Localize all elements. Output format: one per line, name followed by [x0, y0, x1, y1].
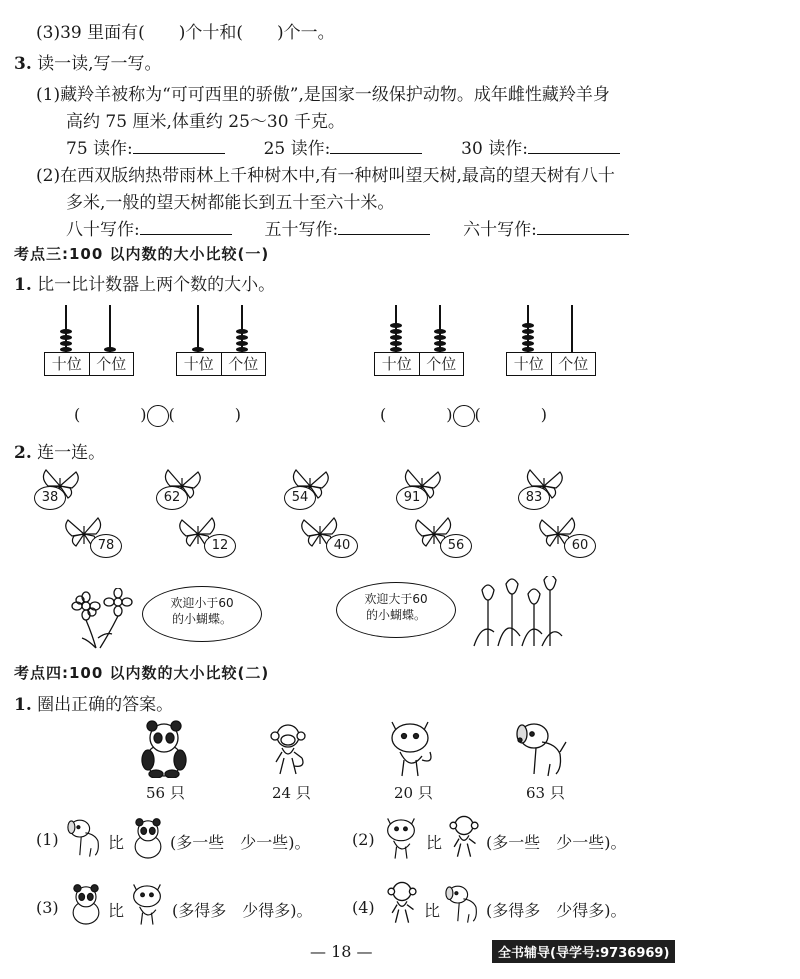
tens-label: 十位	[51, 355, 82, 373]
tens-label: 十位	[183, 355, 214, 373]
ones-label: 个位	[89, 353, 134, 375]
cat-count: 20 只	[394, 784, 433, 802]
abacus-bead	[434, 341, 446, 346]
abacus-base	[44, 352, 134, 376]
tens-rod	[197, 305, 199, 353]
compare-circle-1[interactable]	[147, 405, 169, 427]
k4q1-header	[14, 690, 173, 715]
answer-blank-2[interactable]	[175, 402, 235, 420]
abacus-bead	[236, 347, 248, 352]
paren-right: )	[140, 405, 147, 424]
q3-header	[14, 49, 162, 74]
panda-icon	[128, 816, 168, 860]
abacus-bead	[236, 329, 248, 334]
q3-read-row	[66, 134, 620, 159]
abacus-bead	[390, 329, 402, 334]
bi-text: 比	[108, 901, 125, 920]
k4q1-sub1-options[interactable]: (多一些 少一些)。	[170, 833, 311, 852]
monkey-icon	[268, 722, 308, 778]
q3-write-row	[66, 215, 629, 240]
abacus-bead	[390, 335, 402, 340]
dog-icon	[64, 816, 104, 858]
monkey-icon	[446, 814, 482, 860]
answer-blank-4[interactable]	[481, 402, 541, 420]
paren-left: (	[168, 405, 175, 424]
abacus-3	[374, 306, 464, 376]
cat-icon	[126, 880, 168, 926]
paren-left: (	[380, 405, 387, 424]
speech-bubble-less-than-60	[142, 586, 262, 642]
read-30-blank[interactable]	[528, 135, 620, 154]
abacus-bead	[522, 341, 534, 346]
write-50-blank[interactable]	[338, 216, 430, 235]
abacus-bead	[522, 329, 534, 334]
cat-icon	[382, 716, 438, 778]
abacus-bead	[104, 347, 116, 352]
read-75-label: 75 读作:	[66, 139, 133, 159]
dog-count: 63 只	[526, 784, 565, 802]
bi-text: 比	[426, 833, 443, 852]
q3-title: 读一读,写一写。	[37, 54, 162, 74]
k4q1-sub3-label: (3)	[36, 898, 59, 917]
panda-icon	[66, 882, 106, 926]
cat-icon	[380, 814, 422, 860]
butterfly-number[interactable]: 60	[564, 534, 596, 558]
bi-text: 比	[424, 901, 441, 920]
abacus-base	[506, 352, 596, 376]
q2-item3: (3)39 里面有( )个十和( )个一。	[36, 23, 335, 43]
k4q1-sub3-options[interactable]: (多得多 少得多)。	[172, 901, 313, 920]
write-50-label: 五十写作:	[264, 220, 339, 240]
write-80-label: 八十写作:	[66, 220, 140, 240]
read-30-label: 30 读作:	[461, 139, 528, 159]
tens-label: 十位	[513, 355, 544, 373]
k3q2-header	[14, 438, 105, 463]
ones-rod	[109, 305, 111, 353]
write-80-blank[interactable]	[140, 216, 232, 235]
butterfly-number[interactable]: 78	[90, 534, 122, 558]
panda-icon	[136, 718, 192, 778]
butterfly-number[interactable]: 38	[34, 486, 66, 510]
abacus-base	[374, 352, 464, 376]
ones-rod	[571, 305, 573, 353]
paren-right: )	[540, 405, 547, 424]
abacus-2	[176, 306, 266, 376]
k4q1-sub4-options[interactable]: (多得多 少得多)。	[486, 901, 627, 920]
page-number: — 18 —	[310, 942, 373, 961]
k4q1-title: 圈出正确的答案。	[37, 695, 174, 715]
abacus-bead	[60, 347, 72, 352]
k4q1-sub4-label: (4)	[352, 898, 375, 917]
monkey-count: 24 只	[272, 784, 311, 802]
k3q2-number: 2.	[14, 443, 32, 463]
write-60-label: 六十写作:	[463, 220, 537, 240]
bi-text: 比	[108, 833, 125, 852]
k3q1-title: 比一比计数器上两个数的大小。	[37, 275, 276, 295]
butterfly-number[interactable]: 56	[440, 534, 472, 558]
daisy-flowers-icon	[66, 588, 142, 650]
abacus-bead	[390, 347, 402, 352]
butterfly-number[interactable]: 54	[284, 486, 316, 510]
abacus-bead	[390, 341, 402, 346]
abacus-bead	[60, 335, 72, 340]
butterfly-number[interactable]: 91	[396, 486, 428, 510]
answer-blank-3[interactable]	[386, 402, 446, 420]
k3q2-title: 连一连。	[37, 443, 106, 463]
speech-bubble-greater-than-60	[336, 582, 456, 638]
abacus-bead	[522, 323, 534, 328]
compare-row-1	[74, 402, 241, 427]
k4q1-sub1-label: (1)	[36, 830, 59, 849]
q3-p1-line1: (1)藏羚羊被称为“可可西里的骄傲”,是国家一级保护动物。成年雌性藏羚羊身	[36, 85, 610, 105]
monkey-icon	[384, 880, 420, 926]
k4q1-sub2-label: (2)	[352, 830, 375, 849]
butterfly-number[interactable]: 83	[518, 486, 550, 510]
butterfly-number[interactable]: 62	[156, 486, 188, 510]
abacus-bead	[236, 341, 248, 346]
dog-icon	[512, 718, 568, 778]
abacus-bead	[434, 335, 446, 340]
q3-number: 3.	[14, 54, 32, 74]
abacus-bead	[434, 347, 446, 352]
abacus-bead	[192, 347, 204, 352]
write-60-blank[interactable]	[537, 216, 629, 235]
k3q1-number: 1.	[14, 275, 32, 295]
paren-right: )	[446, 405, 453, 424]
bubble-right-line2: 的小蝴蝶。	[365, 608, 426, 622]
paren-left: (	[474, 405, 481, 424]
abacus-4	[506, 306, 596, 376]
tulip-flowers-icon	[472, 576, 564, 648]
answer-blank-1[interactable]	[80, 402, 140, 420]
abacus-bead	[434, 329, 446, 334]
paren-right: )	[234, 405, 241, 424]
abacus-bead	[522, 347, 534, 352]
compare-row-2	[380, 402, 547, 427]
dog-icon	[442, 882, 482, 924]
abacus-bead	[390, 323, 402, 328]
ones-label: 个位	[221, 353, 266, 375]
read-75-blank[interactable]	[133, 135, 225, 154]
bubble-right-line1: 欢迎大于60	[364, 592, 428, 606]
panda-count: 56 只	[146, 784, 185, 802]
ones-label: 个位	[419, 353, 464, 375]
paren-left: (	[74, 405, 81, 424]
k3q1-header	[14, 270, 275, 295]
abacus-bead	[522, 335, 534, 340]
k4q1-sub2-options[interactable]: (多一些 少一些)。	[486, 833, 627, 852]
read-25-blank[interactable]	[330, 135, 422, 154]
abacus-bead	[236, 335, 248, 340]
ones-label: 个位	[551, 353, 596, 375]
bubble-left-line1: 欢迎小于60	[170, 596, 234, 610]
q3-p1-line2: 高约 75 厘米,体重约 25～30 千克。	[66, 112, 345, 132]
tens-label: 十位	[381, 355, 412, 373]
footer-badge: 全书辅导(导学号:9736969)	[492, 940, 675, 963]
butterfly-number[interactable]: 40	[326, 534, 358, 558]
q3-p2-line1: (2)在西双版纳热带雨林上千种树木中,有一种树叫望天树,最高的望天树有八十	[36, 166, 615, 186]
abacus-bead	[60, 341, 72, 346]
kaodian3-header: 考点三:100 以内数的大小比较(一)	[14, 245, 270, 263]
abacus-base	[176, 352, 266, 376]
butterfly-number[interactable]: 12	[204, 534, 236, 558]
abacus-bead	[60, 329, 72, 334]
kaodian4-header: 考点四:100 以内数的大小比较(二)	[14, 664, 270, 682]
k4q1-number: 1.	[14, 695, 32, 715]
compare-circle-2[interactable]	[453, 405, 475, 427]
bubble-left-line2: 的小蝴蝶。	[171, 612, 232, 626]
q3-p2-line2: 多米,一般的望天树都能长到五十至六十米。	[66, 193, 395, 213]
abacus-1	[44, 306, 134, 376]
read-25-label: 25 读作:	[263, 139, 331, 159]
